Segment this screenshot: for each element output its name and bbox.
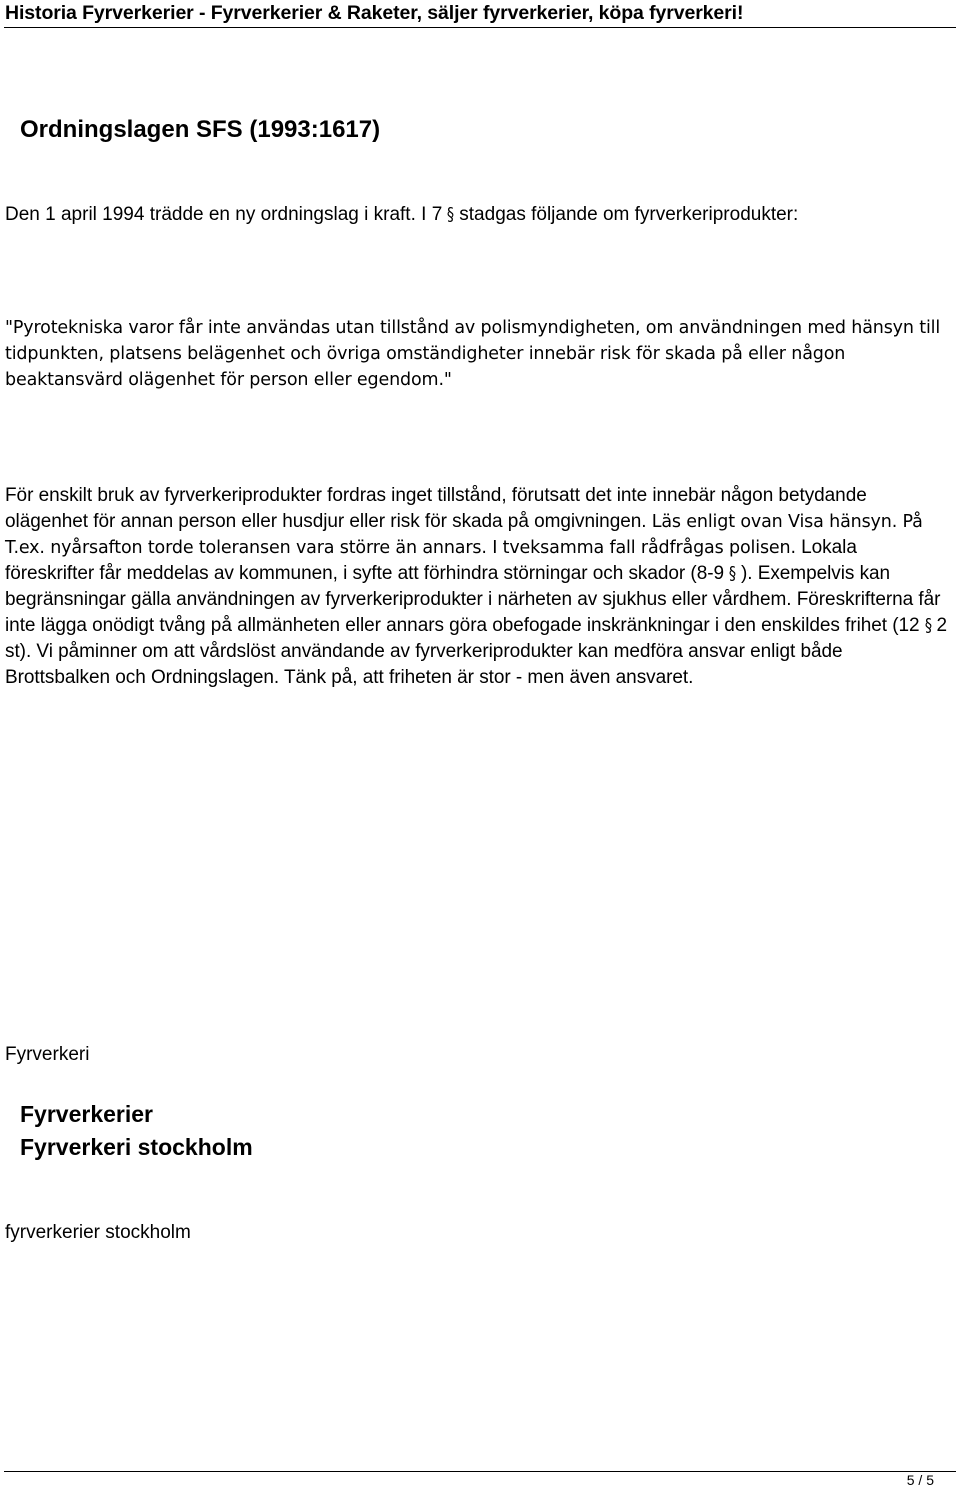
body-text-part-2: Läs enligt ovan Visa hänsyn. På T.ex. nyårsafton torde toleransen vara större än annars. I tveksamma fall rådfrågas polisen. [5, 512, 923, 558]
section-sign: § [447, 204, 455, 225]
header-divider [4, 27, 956, 28]
body-text-part-3: Lokala föreskrifter får meddelas av kommunen, i syfte att förhindra störningar och skador (8-9 [5, 537, 857, 584]
link-fyrverkeri[interactable]: Fyrverkeri [5, 1044, 90, 1065]
intro-text-end: stadgas följande om fyrverkeriprodukter: [459, 204, 799, 225]
intro-text-start: Den 1 april 1994 trädde en ny ordningslag i kraft. I 7 [5, 204, 443, 225]
section-heading: Ordningslagen SFS (1993:1617) [20, 116, 381, 143]
section-sign: § [924, 615, 932, 636]
document-header-title: Historia Fyrverkerier - Fyrverkerier & Raketer, säljer fyrverkerier, köpa fyrverkeri! [5, 2, 744, 24]
section-sign: § [728, 563, 737, 584]
link-fyrverkerier[interactable]: Fyrverkerier [20, 1101, 153, 1127]
footer-divider [4, 1471, 956, 1472]
link-fyrverkeri-stockholm[interactable]: Fyrverkeri stockholm [20, 1134, 253, 1160]
body-paragraph [5, 483, 950, 691]
link-fyrverkerier-stockholm[interactable]: fyrverkerier stockholm [5, 1222, 191, 1243]
intro-paragraph [5, 202, 950, 228]
body-text-part-5: 2 st). Vi påminner om att vårdslöst användande av fyrverkeriprodukter kan medföra ansvar enligt både Brottsbalken och Ordningslagen. Tänk på, att friheten är stor - men även ansvaret. [5, 615, 948, 688]
law-quote-paragraph: "Pyrotekniska varor får inte användas utan tillstånd av polismyndigheten, om användningen med hänsyn till tidpunkten, platsens belägenhet och övriga omständigheter innebär risk för skada på eller någon beaktansvärd olägenhet för person eller egendom." [5, 318, 941, 390]
body-text-part-4: ). Exempelvis kan begränsningar gälla användningen av fyrverkeriprodukter i närheten av sjukhus eller vårdhem. Föreskrifterna får inte lägga onödigt tvång på allmänheten eller annars göra obefogade inskränkningar i den enskildes frihet (12 [5, 563, 941, 636]
body-text-part-1: För enskilt bruk av fyrverkeriprodukter fordras inget tillstånd, förutsatt det inte innebär någon betydande olägenhet för annan person eller husdjur eller risk för skada på omgivningen. [5, 485, 867, 532]
page-number: 5 / 5 [906, 1472, 934, 1488]
